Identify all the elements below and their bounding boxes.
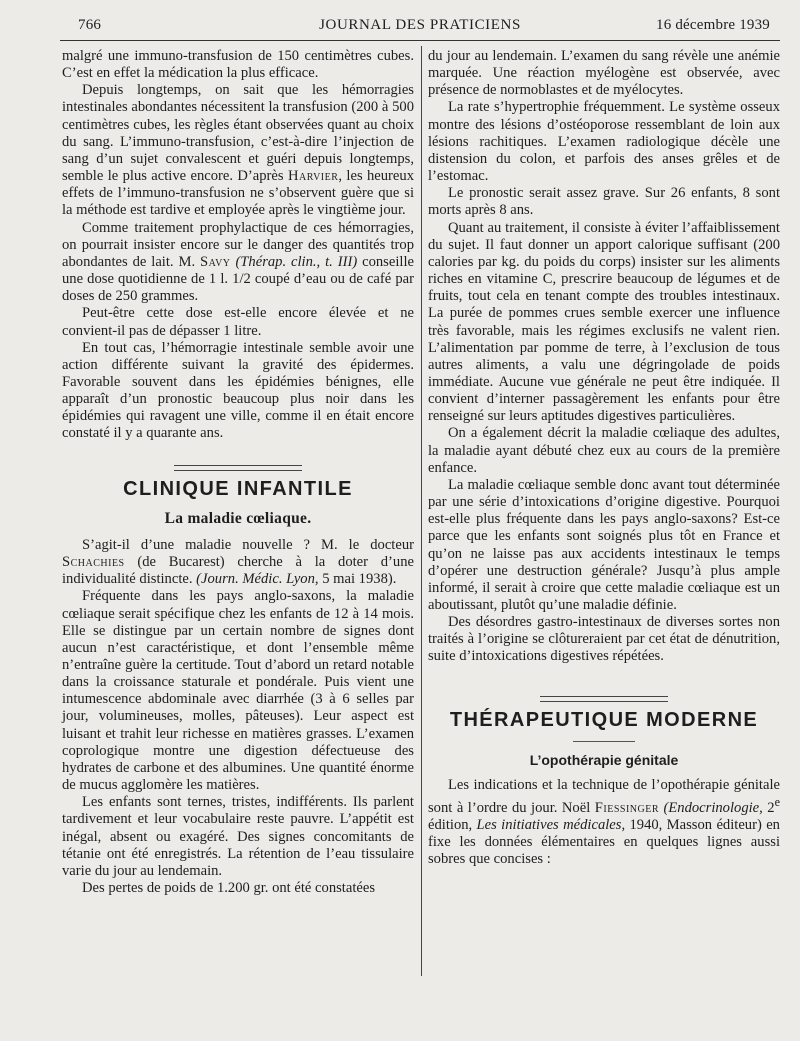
issue-date: 16 décembre 1939 xyxy=(656,17,770,33)
paragraph: Le pronostic serait assez grave. Sur 26 enfants, 8 sont morts après 8 ans. xyxy=(428,185,780,219)
paragraph: Les indications et la technique de l’opothérapie génitale sont à l’ordre du jour. Noël Fiessinger (Endocrinologie, 2e édition, Les initiatives médicales, 1940, Masson éditeur) en fixe les données élémentaires en quelques lignes aussi sobres que concises : xyxy=(428,776,781,868)
paragraph: Les enfants sont ternes, tristes, indifférents. Ils parlent tardivement et leur vocabulaire reste pauvre. L’appétit est inégal, absent ou exagéré. Des signes concomitants de tétanie ont été enregistrés. La rétention de l’eau tissulaire varie du jour au lendemain. xyxy=(62,794,414,879)
section-title: CLINIQUE INFANTILE xyxy=(123,477,353,500)
article-title: L’opothérapie génitale xyxy=(529,751,679,768)
paragraph: La rate s’hypertrophie fréquemment. Le système osseux montre des lésions d’ostéoporose ressemblant de loin aux lésions rachitiques. L’examen radiologique décèle une distension du colon, et parfois des anses grêles et de l’estomac. xyxy=(428,99,780,185)
paragraph: Quant au traitement, il consiste à éviter l’affaiblissement du sujet. Il faut donner un apport calorique suffisant (200 calories par kg. du poids du corps) insister sur les aliments riches en vitamine C, prescrire beaucoup de légumes et de fruits, tout cela en tenant compte des troubles intestinaux. La purée de pommes crues semble exercer une influence très favorable, mais les régimes exclusifs ne valent rien. L’alimentation par pomme de terre, à l’exclusion de tous autres aliments, a valu une dégringolade de poids immédiate. Aucune vue générale ne peut être indiquée. Il convient d’interner passagèrement les enfants pour être renseigné sur leurs aptitudes digestives particulières. xyxy=(428,219,780,425)
paragraph: Comme traitement prophylactique de ces hémorragies, on pourrait insister encore sur le danger des quantités trop abondantes de lait. M. Savy (Thérap. clin., t. III) conseille une dose quotidienne de 1 l. 1/2 coupé d’eau ou de café par doses de 250 grammes. xyxy=(62,219,414,305)
paragraph: du jour au lendemain. L’examen du sang révèle une anémie marquée. Une réaction myélogène est observée, avec présence de normoblastes et de myélocytes. xyxy=(428,48,780,99)
paragraph: S’agit-il d’une maladie nouvelle ? M. le docteur Schachies (de Bucarest) cherche à la doter d’une individualité distincte. (Journ. Médic. Lyon, 5 mai 1938). xyxy=(62,536,414,588)
paragraph: malgré une immuno-transfusion de 150 centimètres cubes. C’est en effet la médication la plus efficace. xyxy=(62,48,414,82)
paragraph: Des pertes de poids de 1.200 gr. ont été constatées xyxy=(82,880,376,897)
paragraph: En tout cas, l’hémorragie intestinale semble avoir une action différente suivant la gravité des épidermes. Favorable souvent dans les épidémies bénignes, elle apparaît d’un pronostic beaucoup plus noir dans les épidémies qui ravagent une ville, comme il en était encore constaté il y a quarante ans. xyxy=(62,339,414,442)
paragraph: Peut-être cette dose est-elle encore élevée et ne convient-il pas de dépasser 1 litre. xyxy=(62,305,414,339)
section-separator xyxy=(174,465,302,471)
author-name: Savy xyxy=(200,253,231,270)
page-header xyxy=(60,14,780,41)
page-number: 766 xyxy=(78,17,102,33)
paragraph: Depuis longtemps, on sait que les hémorragies intestinales abondantes nécessitent la transfusion (200 à 500 centimètres cubes, les règles étant observées quant au choix du sang. L’immuno-transfusion, c’est-à-dire l’injection de sang d’un sujet convalescent et guéri depuis longtemps, semble le plus active encore. D’après Harvier, les heureux effets de l’immuno-transfusion ne s’observent guère que si la méthode est tardive et employée après le vingtième jour. xyxy=(62,82,414,219)
paragraph: On a également décrit la maladie cœliaque des adultes, la maladie ayant débuté chez eux au cours de la première enfance. xyxy=(428,425,780,476)
title-rule xyxy=(573,741,635,742)
paragraph: Fréquente dans les pays anglo-saxons, la maladie cœliaque serait spécifique chez les enfants de 12 à 14 mois. Elle se distingue par un certain nombre de signes dont aucun n’est caractéristique, et dont l’ensemble même n’entraîne guère la certitude. Tout d’abord un retard notable dans la croissance staturale et pondérale. Puis vient une intumescence abdominale avec diarrhée (3 à 6 selles par jour, volumineuses, molles, pâteuses). Leur aspect est luisant et trahit leur richesse en matières grasses. L’examen coprologique montre une digestion défectueuse des hydrates de carbone et des albumines. Une quantité énorme de mucus agglomère les matières. xyxy=(62,588,414,794)
citation: (Thérap. clin., t. III) xyxy=(235,253,358,270)
author-name: Harvier xyxy=(287,168,339,185)
paragraph: Des désordres gastro-intestinaux de diverses sortes non traités à l’origine se clôtureraient par cet état de dénutrition, suite d’intoxications digestives répétées. xyxy=(428,614,780,665)
section-title: THÉRAPEUTIQUE MODERNE xyxy=(449,708,759,731)
right-column xyxy=(428,48,780,869)
left-column xyxy=(62,48,414,897)
journal-title: JOURNAL DES PRATICIENS xyxy=(319,17,521,33)
paragraph: La maladie cœliaque semble donc avant tout déterminée par une série d’intoxications d’origine digestive. Pourquoi est-elle plus fréquente dans les pays anglo-saxons? Est-ce parce que les enfants sont soignés plus tôt en France et qu’on ne laisse pas aux accidents intestinaux le temps d’opérer une destruction générale? Jusqu’à plus ample informé, il serait à croire que cette maladie cœliaque est un aboutissant, plutôt qu’une maladie définie. xyxy=(428,476,780,613)
section-separator xyxy=(540,696,668,702)
article-title: La maladie cœliaque. xyxy=(164,509,312,527)
citation: Les initiatives médicales, xyxy=(476,817,626,834)
citation: (Endocrinologie, xyxy=(663,799,763,816)
column-divider xyxy=(421,46,422,976)
author-name: Schachies xyxy=(62,554,125,571)
citation: (Journ. Médic. Lyon, xyxy=(196,571,319,588)
author-name: Fiessinger xyxy=(594,799,659,816)
